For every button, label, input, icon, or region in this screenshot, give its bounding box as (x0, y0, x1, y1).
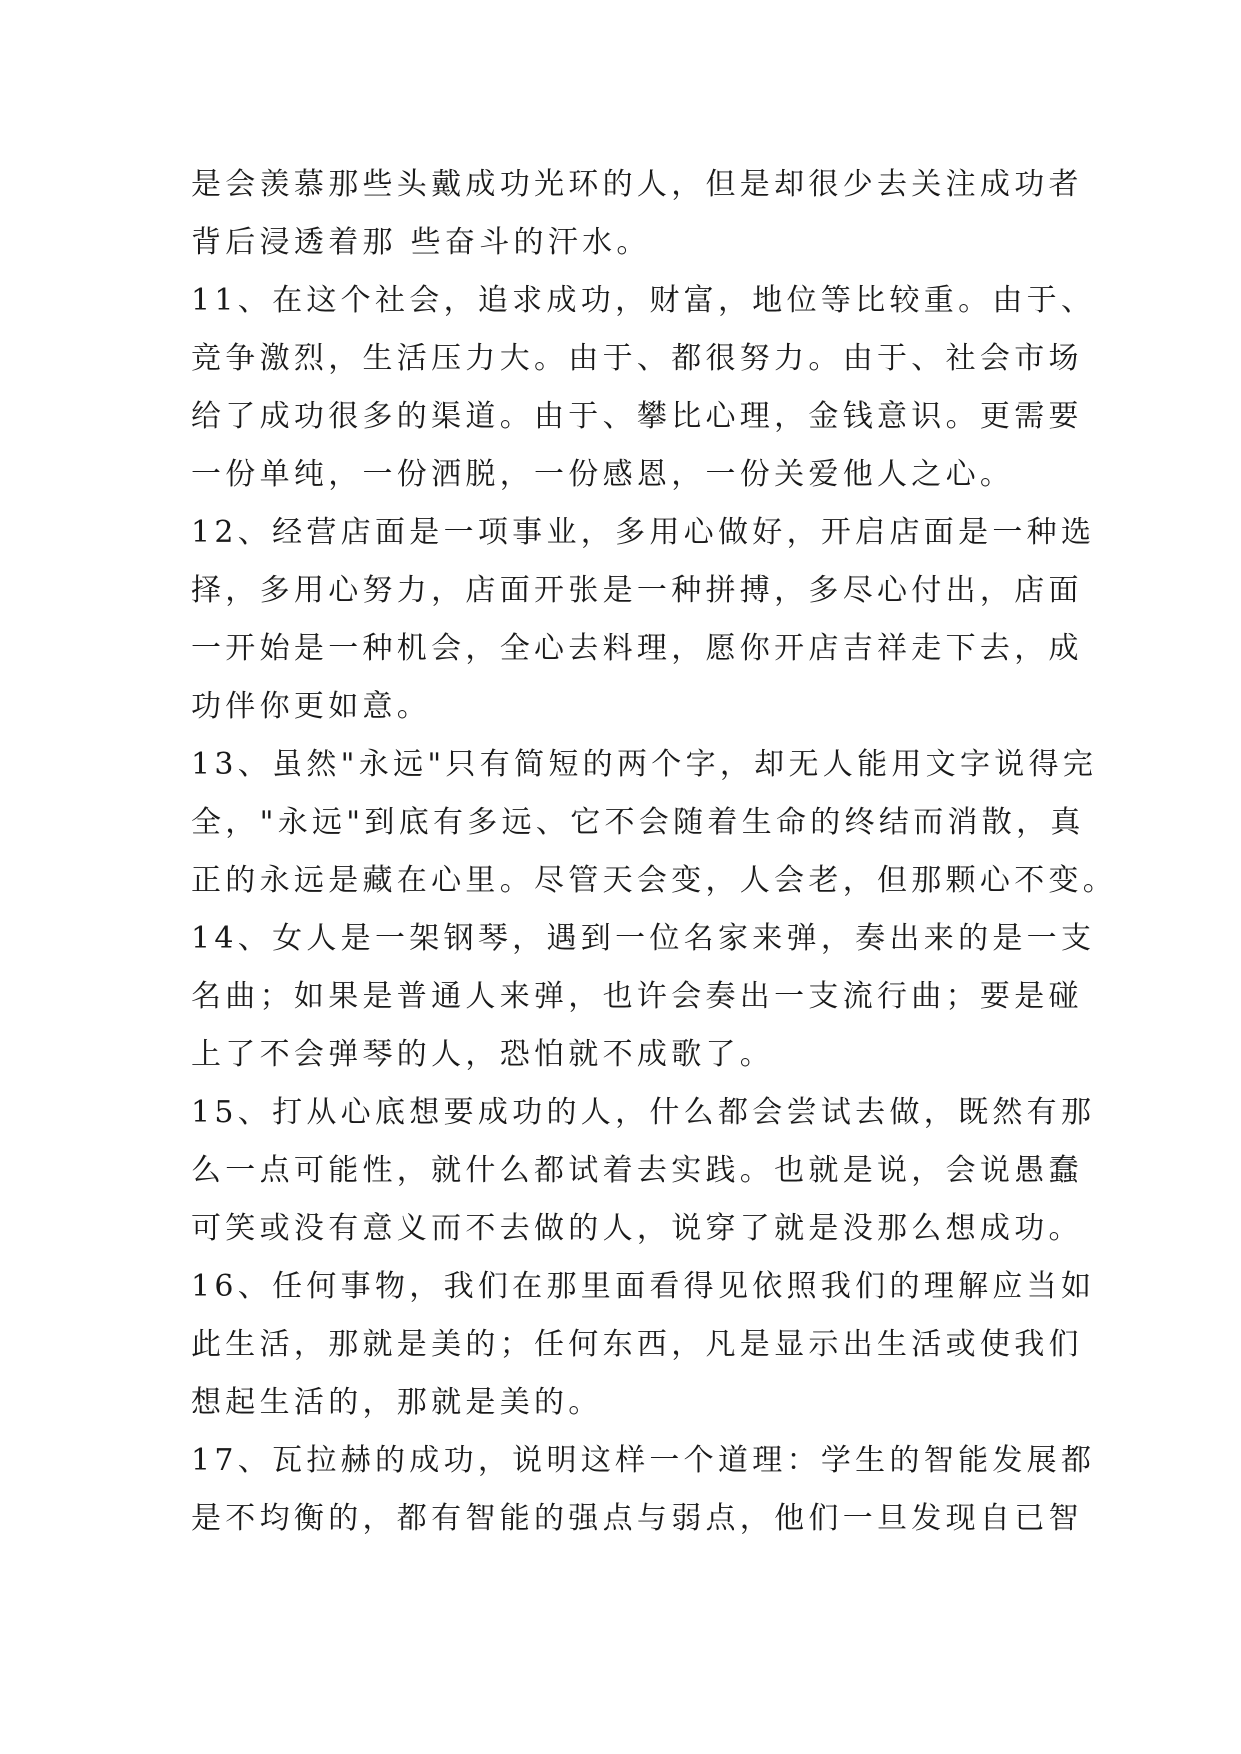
text-line: 给了成功很多的渠道。由于、攀比心理，金钱意识。更需要 (191, 399, 1083, 434)
text-line: 一份单纯，一份洒脱，一份感恩，一份关爱他人之心。 (191, 457, 1015, 492)
text-line: 15、打从心底想要成功的人，什么都会尝试去做，既然有那 (191, 1095, 1096, 1130)
text-line: 功伴你更如意。 (191, 689, 432, 724)
text-line: 么一点可能性，就什么都试着去实践。也就是说，会说愚蠢 (191, 1153, 1083, 1188)
text-line: 名曲；如果是普通人来弹，也许会奏出一支流行曲；要是碰 (191, 979, 1083, 1014)
text-line: 11、在这个社会，追求成功，财富，地位等比较重。由于、 (191, 283, 1096, 318)
text-line: 此生活，那就是美的；任何东西，凡是显示出生活或使我们 (191, 1327, 1083, 1362)
text-line: 14、女人是一架钢琴，遇到一位名家来弹，奏出来的是一支 (191, 921, 1096, 956)
text-line: 17、瓦拉赫的成功，说明这样一个道理：学生的智能发展都 (191, 1443, 1096, 1478)
text-line: 16、任何事物，我们在那里面看得见依照我们的理解应当如 (191, 1269, 1096, 1304)
text-line: 12、经营店面是一项事业，多用心做好，开启店面是一种选 (191, 515, 1096, 550)
text-line: 择，多用心努力，店面开张是一种拼搏，多尽心付出，店面 (191, 573, 1083, 608)
text-line: 上了不会弹琴的人，恐怕就不成歌了。 (191, 1037, 775, 1072)
text-line: 想起生活的，那就是美的。 (191, 1385, 603, 1420)
text-line: 13、虽然"永远"只有简短的两个字，却无人能用文字说得完 (191, 747, 1098, 782)
text-line: 是不均衡的，都有智能的强点与弱点，他们一旦发现自已智 (191, 1501, 1083, 1536)
text-line: 是会羡慕那些头戴成功光环的人，但是却很少去关注成功者 (191, 167, 1083, 202)
text-line: 一开始是一种机会，全心去料理，愿你开店吉祥走下去，成 (191, 631, 1083, 666)
text-line: 全，"永远"到底有多远、它不会随着生命的终结而消散，真 (191, 805, 1085, 840)
text-line: 可笑或没有意义而不去做的人，说穿了就是没那么想成功。 (191, 1211, 1083, 1246)
text-line: 正的永远是藏在心里。尽管天会变，人会老，但那颗心不变。 (191, 863, 1118, 898)
text-line: 竞争激烈，生活压力大。由于、都很努力。由于、社会市场 (191, 341, 1083, 376)
text-line: 背后浸透着那 些奋斗的汗水。 (191, 225, 651, 260)
